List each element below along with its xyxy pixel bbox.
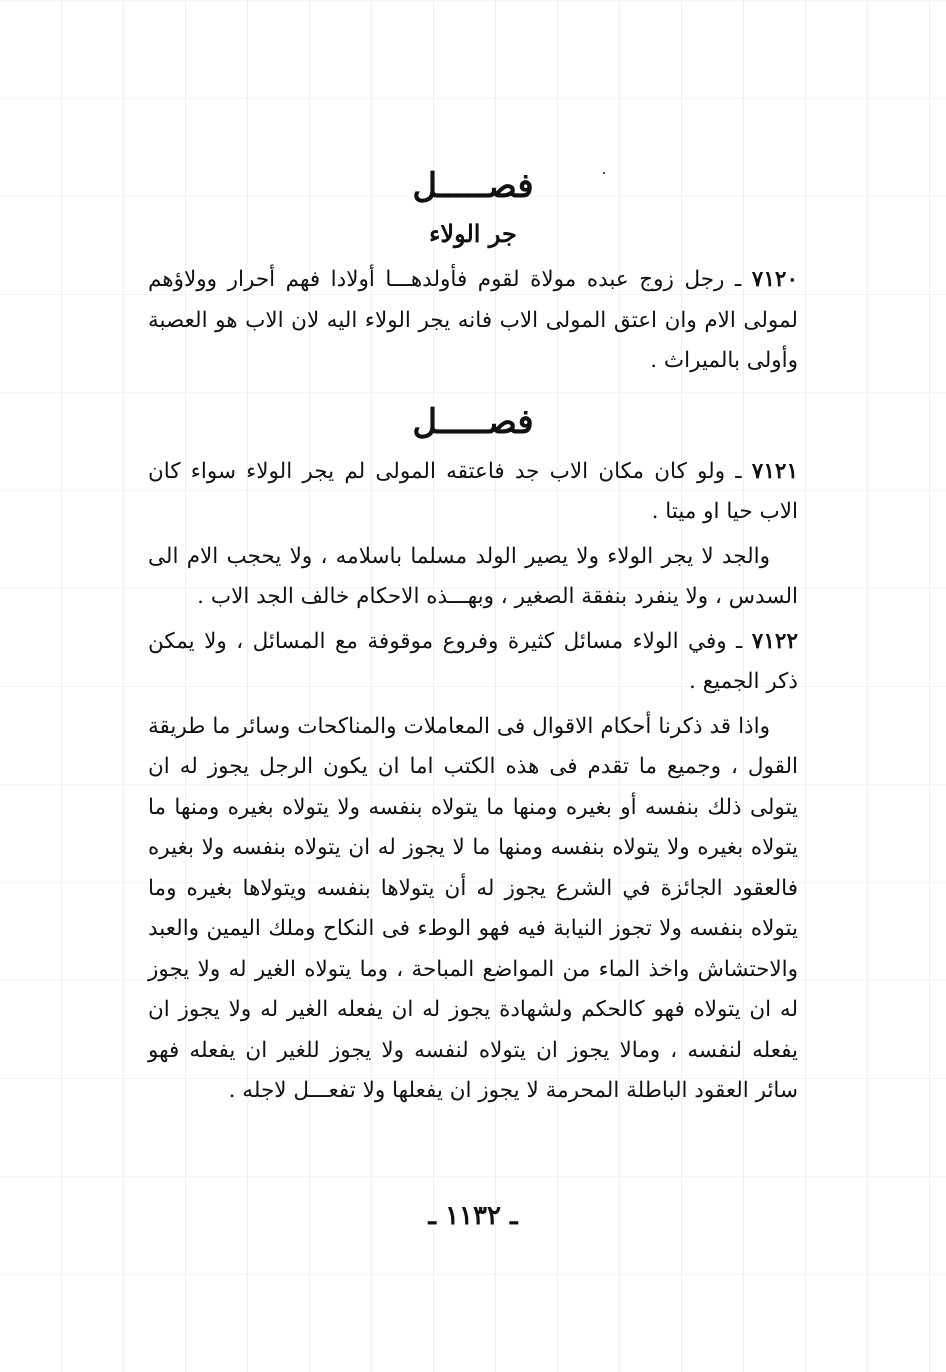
- paragraph-number: ۷۱۲۱: [751, 458, 798, 484]
- paragraph-7121: [148, 452, 798, 533]
- section-subheading: جر الولاء: [429, 219, 517, 248]
- paragraph-text: والجد لا يجر الولاء ولا يصير الولد مسلما باسلامه ، ولا يحجب الام الى السدس ، ولا ينفرد بنفقة الصغير ، وبهـــذه الاحكام خالف الجد الاب .: [148, 543, 798, 609]
- paragraph-7122: [148, 622, 798, 703]
- paragraph-closing: [148, 707, 798, 1112]
- paragraph-grandfather: [148, 537, 798, 618]
- page-number: ـ ۱۱۳۲ ـ: [428, 1201, 518, 1231]
- paragraph-number: ۷۱۲۰: [751, 267, 798, 292]
- page-content: [148, 160, 798, 1112]
- section-heading: فصـــــل: [412, 166, 534, 206]
- paragraph-text: ـ ولو كان مكان الاب جد فاعتقه المولى لم يجر الولاء سواء كان الاب حيا او ميتا .: [148, 458, 798, 524]
- paragraph-text: واذا قد ذكرنا أحكام الاقوال فى المعاملات والمناكحات وسائر ما طريقة القول ، وجميع ما تقدم فى هذه الكتب اما ان يكون الرجل يجوز له ان يتولى ذلك بنفسه أو بغيره ومنها ما يتولاه بنفسه ولا يتولاه بغيره ومنها ما يتولاه بغيره ولا يتولاه بنفسه ومنها ما لا يجوز له ان يتولاه بنفسه ولا بغيره فالعقود الجائزة في الشرع يجوز له أن يتولاها بنفسه ويتولاها بغيره وما يتولاه بنفسه ولا تجوز النيابة فيه فهو الوطء فى النكاح وملك اليمين والعبد والاحتشاش واخذ الماء من المواضع المباحة ، وما يتولاه الغير له ولا يجوز له ان يتولاه فهو كالحكم ولشهادة يجوز له ان يفعله الغير له ولا يجوز ان يفعله لنفسه ، ومالا يجوز ان يتولاه لنفسه ولا يجوز للغير ان يفعله فهو سائر العقود الباطلة المحرمة لا يجوز ان يفعلها ولا تفعـــل لاجله .: [148, 713, 798, 1103]
- paragraph-text: ـ رجل زوج عبده مولاة لقوم فأولدهـــا أولادا فهم أحرار وولاؤهم لمولى الام وان اعتق المولى الاب فانه يجر الولاء اليه لان الاب هو العصبة وأولى بالميراث .: [148, 267, 798, 373]
- paragraph-number: ۷۱۲۲: [751, 628, 798, 654]
- paragraph-text: ـ وفي الولاء مسائل كثيرة وفروع موقوفة مع المسائل ، ولا يمكن ذكر الجميع .: [148, 628, 798, 694]
- section-heading: فصـــــل: [412, 401, 534, 442]
- paragraph-7120: [148, 260, 798, 382]
